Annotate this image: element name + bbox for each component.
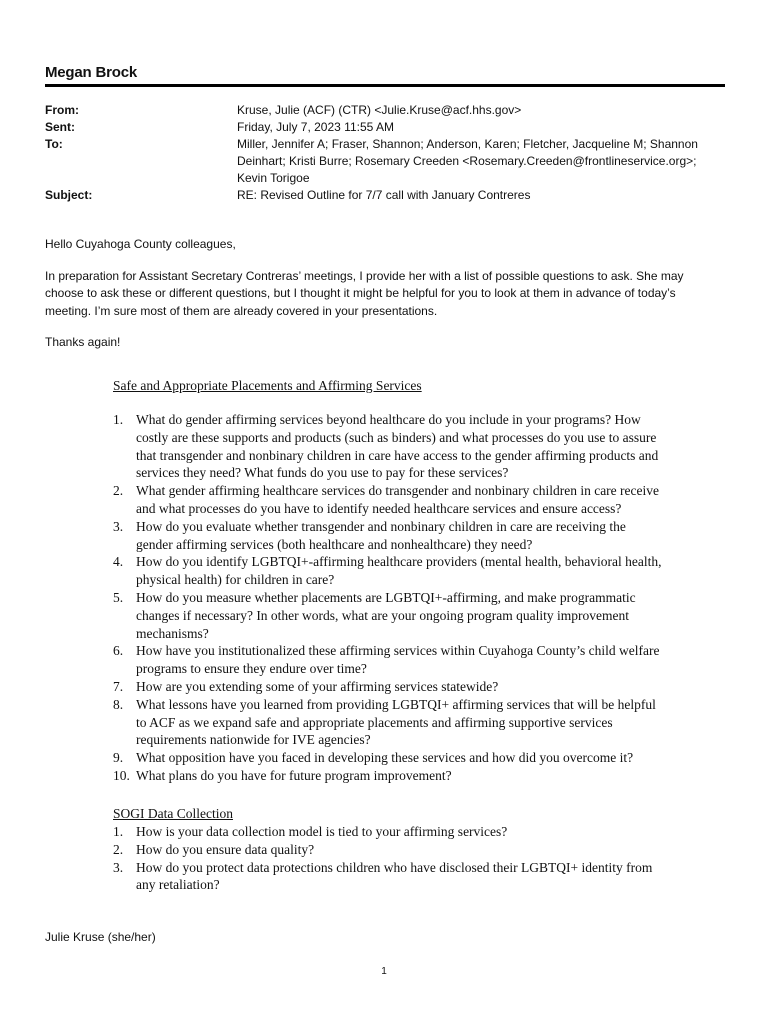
question-line: How is your data collection model is tied to your affirming services? bbox=[136, 824, 508, 839]
question-item bbox=[113, 589, 726, 642]
question-line: What do gender affirming services beyond healthcare do you include in your programs? How bbox=[136, 412, 641, 427]
thanks-line: Thanks again! bbox=[45, 335, 121, 349]
section-sogi bbox=[113, 805, 726, 894]
question-line: What plans do you have for future program improvement? bbox=[136, 767, 452, 783]
to-label: To: bbox=[45, 137, 63, 151]
question-line: How do you identify LGBTQI+-affirming healthcare providers (mental health, behavioral health, bbox=[136, 554, 662, 570]
question-line: What opposition have you faced in developing these services and how did you overcome it? bbox=[136, 750, 634, 766]
question-line: changes if necessary? In other words, what are your ongoing program quality improvement bbox=[136, 607, 629, 623]
from-label: From: bbox=[45, 103, 79, 117]
question-item bbox=[113, 482, 726, 518]
question-item bbox=[113, 749, 726, 767]
question-line: programs to ensure they endure over time? bbox=[136, 661, 367, 677]
question-line: physical health) for children in care? bbox=[136, 572, 335, 588]
mailbox-owner-name: Megan Brock bbox=[45, 64, 137, 81]
question-line: and what processes do you have to identify needed healthcare services and ensure access? bbox=[136, 500, 622, 516]
intro-paragraph bbox=[45, 268, 725, 321]
question-line: requirements nationwide for IVE agencies? bbox=[136, 732, 371, 748]
question-line: services they need? What funds do you use to pay for these services? bbox=[136, 465, 509, 481]
question-line: mechanisms? bbox=[136, 625, 209, 641]
question-line: How do you protect data protections children who have disclosed their LGBTQI+ identity from bbox=[136, 859, 653, 875]
question-item bbox=[113, 823, 726, 841]
question-line: What lessons have you learned from providing LGBTQI+ affirming services that will be helpful bbox=[136, 696, 656, 712]
subject-label: Subject: bbox=[45, 188, 93, 202]
question-number: 7. bbox=[113, 678, 124, 694]
question-number: 6. bbox=[113, 643, 124, 659]
to-line: Deinhart; Kristi Burre; Rosemary Creeden <Rosemary.Creeden@frontlineservice.org>; bbox=[237, 154, 697, 168]
question-number: 9. bbox=[113, 750, 124, 766]
greeting: Hello Cuyahoga County colleagues, bbox=[45, 237, 236, 251]
question-line: costly are these supports and products (such as binders) and what processes do you use to assure bbox=[136, 429, 657, 445]
question-item bbox=[113, 859, 726, 895]
question-item bbox=[113, 411, 726, 482]
from-value: Kruse, Julie (ACF) (CTR) <Julie.Kruse@acf.hhs.gov> bbox=[237, 103, 522, 117]
question-number: 1. bbox=[113, 412, 124, 427]
question-line: How do you evaluate whether transgender and nonbinary children in care are receiving the bbox=[136, 518, 626, 534]
question-list bbox=[113, 411, 726, 785]
to-line: Kevin Torigoe bbox=[237, 171, 310, 185]
question-number: 3. bbox=[113, 518, 124, 534]
sent-value: Friday, July 7, 2023 11:55 AM bbox=[237, 120, 394, 134]
page-number: 1 bbox=[381, 966, 387, 977]
question-number: 2. bbox=[113, 841, 124, 857]
header-rule bbox=[45, 84, 725, 87]
to-value bbox=[237, 136, 727, 187]
question-item bbox=[113, 767, 726, 785]
question-number: 3. bbox=[113, 859, 124, 875]
question-item bbox=[113, 841, 726, 859]
to-line: Miller, Jennifer A; Fraser, Shannon; Anderson, Karen; Fletcher, Jacqueline M; Shannon bbox=[237, 137, 698, 151]
paragraph-line: In preparation for Assistant Secretary Contreras’ meetings, I provide her with a list of possible questions to ask. She may bbox=[45, 268, 684, 283]
email-body bbox=[45, 236, 725, 366]
question-number: 8. bbox=[113, 696, 124, 712]
question-number: 4. bbox=[113, 554, 124, 570]
question-item bbox=[113, 518, 726, 554]
section-title: Safe and Appropriate Placements and Affirming Services bbox=[113, 378, 422, 393]
question-line: How do you measure whether placements are LGBTQI+-affirming, and make programmatic bbox=[136, 589, 636, 605]
question-item bbox=[113, 642, 726, 678]
question-line: How are you extending some of your affirming services statewide? bbox=[136, 678, 499, 694]
question-line: How have you institutionalized these affirming services within Cuyahoga County’s child welfare bbox=[136, 643, 660, 659]
question-item bbox=[113, 553, 726, 589]
question-number: 1. bbox=[113, 824, 124, 839]
question-line: What gender affirming healthcare services do transgender and nonbinary children in care receive bbox=[136, 483, 660, 499]
question-item bbox=[113, 678, 726, 696]
question-line: any retaliation? bbox=[136, 877, 220, 893]
question-number: 5. bbox=[113, 589, 124, 605]
question-number: 2. bbox=[113, 483, 124, 499]
question-number: 10. bbox=[113, 767, 130, 783]
question-item bbox=[113, 696, 726, 749]
question-line: that transgender and nonbinary children in care have access to the gender affirming products and bbox=[136, 447, 659, 463]
question-line: How do you ensure data quality? bbox=[136, 841, 315, 857]
question-line: to ACF as we expand safe and appropriate placements and affirming supportive services bbox=[136, 714, 613, 730]
signature: Julie Kruse (she/her) bbox=[45, 930, 156, 944]
question-line: gender affirming services (both healthcare and nonhealthcare) they need? bbox=[136, 536, 533, 552]
section-title: SOGI Data Collection bbox=[113, 806, 233, 821]
paragraph-line: meeting. I’m sure most of them are already covered in your presentations. bbox=[45, 303, 438, 318]
subject-value: RE: Revised Outline for 7/7 call with January Contreres bbox=[237, 188, 531, 202]
paragraph-line: choose to ask these or different questions, but I thought it might be helpful for you to look at them in advance of today’s bbox=[45, 286, 676, 300]
section-placements bbox=[113, 377, 726, 785]
question-list bbox=[113, 823, 726, 894]
sent-label: Sent: bbox=[45, 120, 75, 134]
